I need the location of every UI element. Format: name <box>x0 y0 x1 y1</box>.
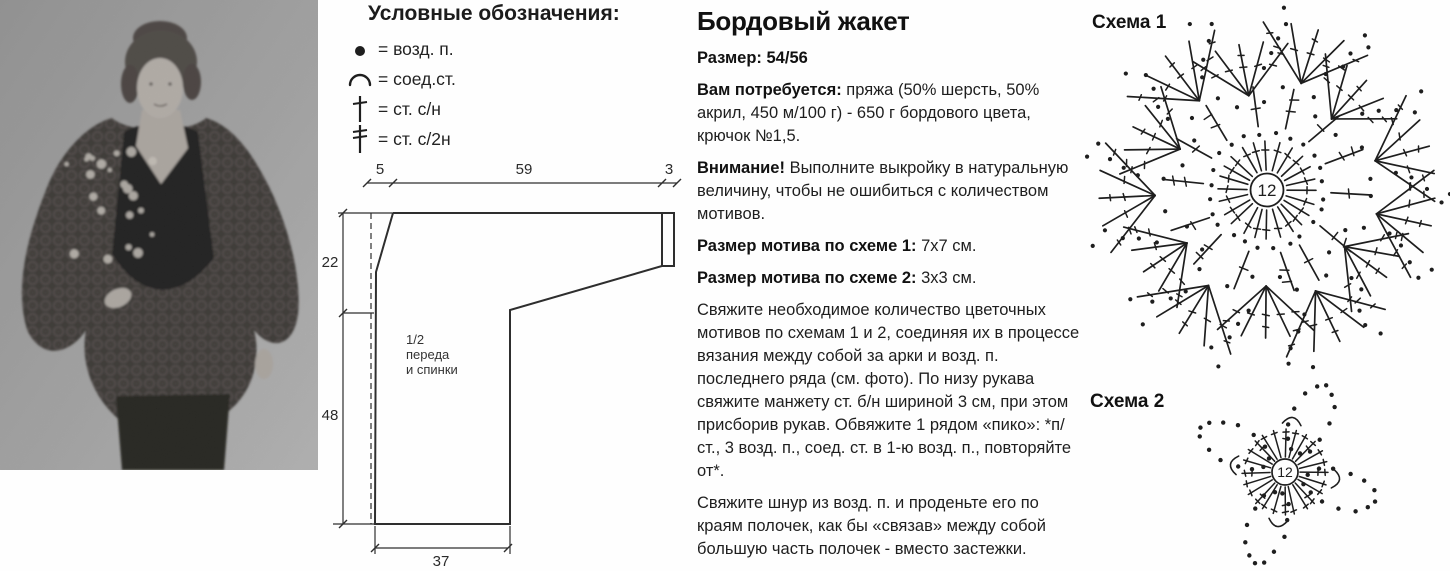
pattern-schematic <box>320 160 692 571</box>
dim-top-left: 5 <box>375 161 385 178</box>
page-title: Бордовый жакет <box>697 6 910 36</box>
article-column <box>697 6 1087 570</box>
double-crochet-icon <box>342 94 378 124</box>
scheme1-title: Схема 1 <box>1092 12 1167 33</box>
legend-item-label: = соед.ст. <box>378 68 456 89</box>
schematic-drawing <box>320 160 692 571</box>
scheme2-center-label: 12 <box>1277 464 1293 480</box>
motif2-line: Размер мотива по схеме 2: 3х3 см. <box>697 269 977 287</box>
model-photo-art <box>0 0 318 470</box>
size-line: Размер: 54/56 <box>697 49 808 67</box>
legend-title: Условные обозначения: <box>368 2 620 25</box>
body-paragraph-2: Свяжите шнур из возд. п. и проденьте его по краям полочек, как бы «связав» между собой большую часть полочек - вместо застежки. <box>697 494 1046 558</box>
scheme1-center-label: 12 <box>1257 181 1277 200</box>
legend-item-slip <box>342 64 668 94</box>
scheme1-chart <box>1080 0 1450 385</box>
body-paragraph-1: Свяжите необходимое количество цветочных мотивов по схемам 1 и 2, соединяя их в процессе вязания между собой за арки и возд. п. последнего ряда (см. фото). По низу рукава свяжите манжету ст. б/н шириной 3 см, при этом присборив рукав. Обвяжите 1 рядом «пико»: *п/ст., 3 возд. п., соед. ст. в 1-ю возд. п., повторяйте от*. <box>697 301 1080 480</box>
stitch-legend <box>338 0 668 154</box>
part-label: 1/2 переда и спинки <box>406 332 458 377</box>
dim-side-bottom: 48 <box>321 407 339 424</box>
chain-dot-icon <box>342 38 378 60</box>
legend-item-label: = ст. с/2н <box>378 128 451 149</box>
legend-item-label: = ст. с/н <box>378 98 441 119</box>
legend-item-label: = возд. п. <box>378 38 454 59</box>
dim-bottom: 37 <box>432 553 450 570</box>
legend-item-dc2 <box>342 124 668 154</box>
attention-line: Внимание! Выполните выкройку в натуральную величину, чтобы не ошибиться с количеством мотивов. <box>697 159 1069 223</box>
scheme2-title: Схема 2 <box>1090 391 1165 412</box>
dim-side-top: 22 <box>321 254 339 271</box>
motif1-line: Размер мотива по схеме 1: 7х7 см. <box>697 237 977 255</box>
model-photo <box>0 0 318 470</box>
scheme2-chart <box>1155 380 1450 571</box>
dim-top-mid: 59 <box>515 161 533 178</box>
double-crochet-2-icon <box>342 123 378 155</box>
slip-stitch-arc-icon <box>342 68 378 90</box>
legend-item-chain <box>342 34 668 64</box>
materials-line: Вам потребуется: пряжа (50% шерсть, 50% акрил, 450 м/100 г) - 650 г бордового цвета, крючок №1,5. <box>697 81 1040 145</box>
legend-item-dc <box>342 94 668 124</box>
dim-top-right: 3 <box>664 161 674 178</box>
